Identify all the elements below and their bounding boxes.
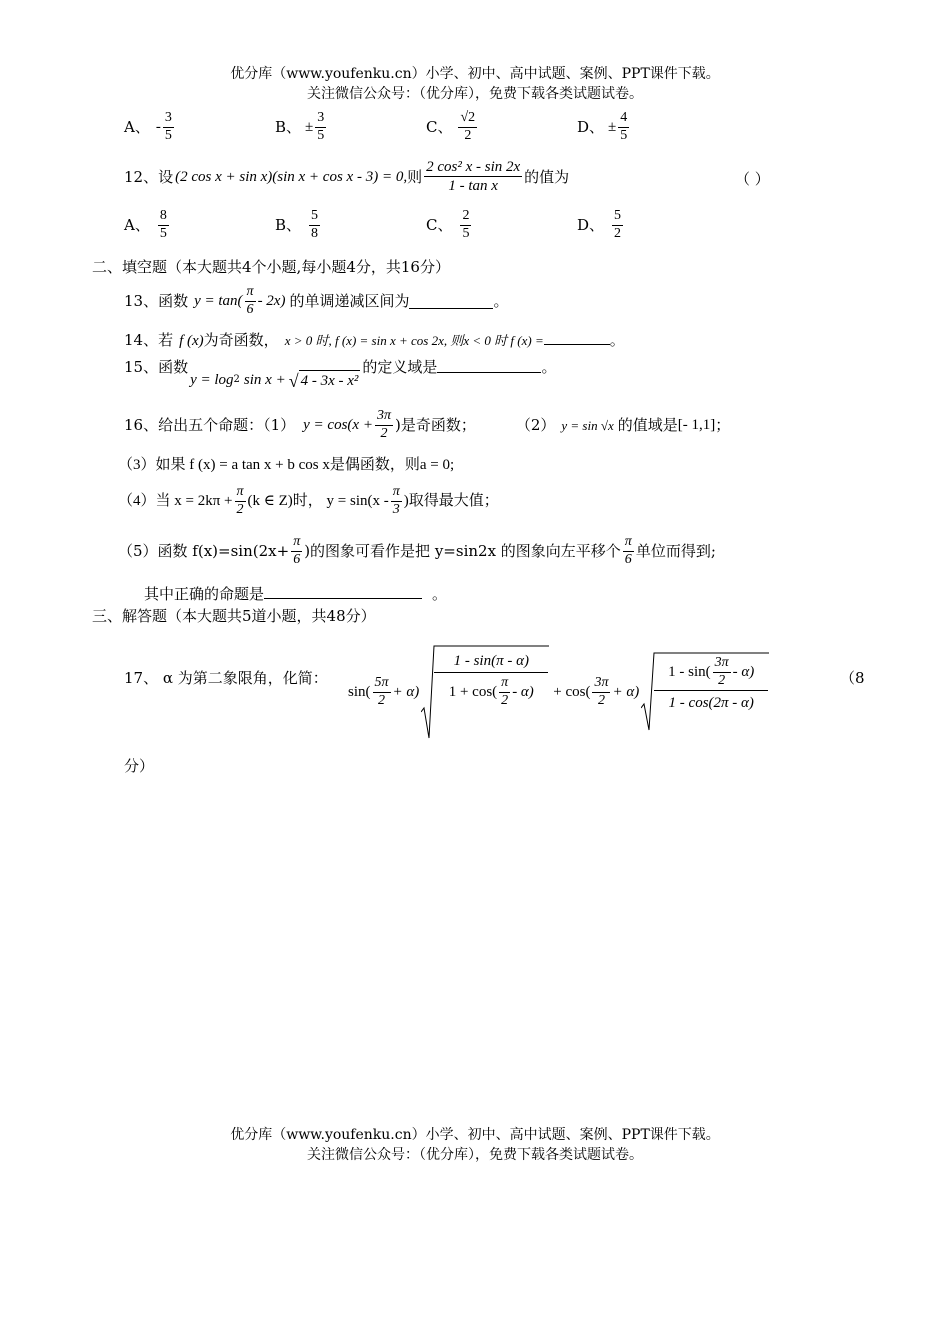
option-label: C、 — [426, 216, 453, 235]
q13-answer-blank[interactable] — [409, 294, 493, 309]
q13-expr-start: y = tan( — [194, 293, 243, 310]
q14-answer-blank[interactable] — [544, 330, 610, 345]
frac-denominator: 8 — [311, 225, 319, 241]
question-number: 16、给出五个命题：（1） — [124, 416, 296, 435]
frac-denominator: 3 — [392, 501, 400, 517]
q16-p5-end: 单位而得到; — [635, 542, 716, 561]
q12-connector: 则 — [407, 167, 423, 186]
q11-option-b — [275, 110, 328, 145]
frac-denominator: 2 — [614, 225, 622, 241]
q16-answer-label: 其中正确的命题是 — [144, 585, 265, 603]
big-sqrt-icon — [421, 644, 549, 740]
frac-denominator: 5 — [164, 127, 172, 143]
q12-option-a — [124, 208, 171, 243]
section-2-title: 二、填空题（本大题共4个小题,每小题4分，共16分） — [92, 258, 450, 276]
frac-numerator: 5 — [612, 208, 623, 226]
option-label: C、 — [426, 118, 453, 137]
q16-p2-range: [- 1,1] — [677, 417, 716, 434]
q16-p4-start: （4）当 x = 2kπ + — [118, 493, 233, 510]
q16-p1-text: )是奇函数； — [394, 416, 476, 435]
q17-radical2-denominator: 1 - cos(2π - α) — [668, 694, 754, 711]
frac-numerator: 8 — [158, 208, 169, 226]
q11-option-d — [577, 110, 631, 145]
frac-denominator: 6 — [624, 551, 632, 567]
q17-radical2-num-end: - α) — [732, 664, 755, 681]
q17-score: （8 — [840, 669, 865, 687]
question-number: 14、若 — [124, 331, 174, 349]
question-number: 12、设 — [124, 167, 174, 186]
q12-condition: (2 cos x + sin x)(sin x + cos x - 3) = 0, — [175, 168, 408, 185]
option-sign: ± — [608, 119, 617, 136]
log-base: 2 — [233, 374, 240, 385]
option-label: D、 — [577, 118, 605, 137]
q15-end: 。 — [541, 358, 557, 376]
frac-numerator: π — [235, 484, 246, 502]
q16-p1-expr: y = cos(x + — [303, 417, 373, 434]
frac-numerator: 4 — [618, 110, 629, 128]
frac-denominator: 2 — [464, 127, 472, 143]
frac-denominator: 6 — [246, 301, 254, 317]
q15-answer-blank[interactable] — [437, 358, 541, 373]
frac-denominator: 2 — [718, 672, 726, 688]
q12-option-b — [275, 208, 322, 243]
frac-denominator: 2 — [380, 425, 388, 441]
q12-option-d — [577, 208, 625, 243]
q16-p5-mid: )的图象可看作是把 y=sin2x 的图象向左平移个 — [304, 542, 621, 561]
q16-p4-mid: (k ∈ Z)时， y = sin(x - — [247, 493, 389, 510]
q17-radical1-numerator: 1 - sin(π - α) — [434, 650, 548, 673]
frac-numerator: π — [245, 284, 256, 302]
q16-p2-label: （2） — [515, 416, 556, 435]
q17-radical1-den-start: 1 + cos( — [448, 684, 498, 701]
q16-proposition-1-2 — [124, 408, 730, 443]
option-label: D、 — [577, 216, 605, 235]
header-line-1: 优分库（www.youfenku.cn）小学、初中、高中试题、案例、PPT课件下载。 — [230, 66, 720, 82]
q15-question — [124, 358, 556, 390]
question-number: 15、函数 — [124, 358, 189, 376]
frac-numerator: 2 cos² x - sin 2x — [426, 159, 521, 175]
option-label: B、 — [275, 216, 302, 235]
q11-option-c — [426, 110, 479, 145]
big-sqrt-icon — [641, 652, 769, 732]
q17-term1-end: + α) — [392, 684, 420, 700]
frac-numerator: 3π — [375, 408, 393, 426]
frac-denominator: 5 — [620, 127, 628, 143]
q12-question — [124, 158, 569, 195]
q17-prefix: 17、 α 为第二象限角，化简： — [124, 669, 328, 687]
q13-question — [124, 284, 509, 319]
question-number: 13、函数 — [124, 292, 189, 311]
frac-numerator: 3 — [163, 110, 174, 128]
q15-expression — [188, 370, 360, 390]
frac-denominator: 1 - tan x — [448, 178, 498, 194]
q16-p2-end: ； — [715, 416, 731, 435]
q16-proposition-4 — [118, 484, 499, 519]
frac-numerator: π — [291, 534, 302, 552]
q16-p4-end: )取得最大值； — [403, 493, 499, 510]
q14-mid: 为奇函数， — [203, 331, 279, 349]
frac-denominator: 5 — [317, 127, 325, 143]
q14-condition: x > 0 时, f (x) = sin x + cos 2x, 则x < 0 时 f (x) = — [284, 333, 544, 348]
q17-expression — [348, 644, 769, 740]
q15-expr-start: y = log — [190, 372, 234, 388]
option-label: A、 — [124, 118, 150, 137]
option-label: A、 — [124, 216, 150, 235]
frac-numerator: 5 — [309, 208, 320, 226]
frac-denominator: 2 — [597, 692, 605, 708]
frac-denominator: 2 — [378, 692, 385, 708]
answer-paren: （ ） — [735, 170, 770, 188]
q15-expr-mid: sin x + — [243, 372, 286, 388]
header-line-2: 关注微信公众号：（优分库），免费下载各类试题试卷。 — [307, 86, 643, 102]
q16-p5-start: （5）函数 f(x)=sin(2x+ — [118, 542, 290, 561]
q11-option-a — [124, 110, 176, 145]
frac-denominator: 2 — [501, 692, 509, 708]
q12-suffix: 的值为 — [524, 167, 570, 186]
q14-fx: f (x) — [179, 333, 204, 349]
q16-answer-end: 。 — [432, 585, 448, 603]
q13-end: 。 — [493, 292, 509, 311]
frac-numerator: π — [391, 484, 402, 502]
q17-term2-start: + cos( — [553, 684, 591, 700]
frac-numerator: π — [623, 534, 634, 552]
q16-answer-blank[interactable] — [264, 584, 422, 599]
frac-numerator: 3 — [315, 110, 326, 128]
frac-numerator: √2 — [458, 110, 477, 128]
q16-proposition-3: （3）如果 f (x) = a tan x + b cos x是偶函数，则a = 0; — [118, 457, 455, 473]
frac-denominator: 5 — [159, 225, 167, 241]
sqrt-sign-icon: √ 4 - 3x - x² — [288, 371, 359, 391]
q17-score-end: 分） — [124, 757, 155, 775]
q17-radical1-den-end: - α) — [512, 684, 534, 701]
frac-numerator: π — [499, 675, 510, 693]
frac-denominator: 2 — [236, 501, 244, 517]
q13-expr-end: - 2x) — [257, 293, 286, 310]
footer-line-2: 关注微信公众号：（优分库），免费下载各类试题试卷。 — [307, 1147, 643, 1163]
q17-radical2-num-start: 1 - sin( — [668, 664, 711, 681]
q13-suffix: 的单调递减区间为 — [289, 292, 410, 311]
frac-numerator: 3π — [713, 655, 731, 673]
q17-term2-end: + α) — [612, 684, 640, 700]
q16-answer-line — [144, 584, 447, 603]
frac-denominator: 5 — [462, 225, 470, 241]
frac-denominator: 6 — [293, 551, 301, 567]
q16-proposition-5 — [118, 534, 716, 569]
q16-p2-expr: y = sin √x — [561, 417, 614, 433]
sqrt-body: 4 - 3x - x² — [299, 370, 361, 390]
q17-term1-start: sin( — [348, 684, 371, 700]
q15-suffix: 的定义域是 — [362, 358, 438, 376]
section-3-title: 三、解答题（本大题共5道小题，共48分） — [92, 607, 376, 625]
frac-numerator: 3π — [592, 675, 610, 693]
q14-question — [124, 330, 625, 350]
option-sign: - — [155, 119, 161, 136]
frac-numerator: 2 — [460, 208, 471, 226]
q16-p2-suffix: 的值域是 — [617, 416, 678, 435]
option-label: B、 — [275, 118, 302, 137]
q14-end: 。 — [609, 331, 625, 349]
footer-line-1: 优分库（www.youfenku.cn）小学、初中、高中试题、案例、PPT课件下载。 — [230, 1127, 720, 1143]
q12-option-c — [426, 208, 473, 243]
option-sign: ± — [305, 119, 314, 136]
frac-numerator: 5π — [373, 675, 391, 693]
